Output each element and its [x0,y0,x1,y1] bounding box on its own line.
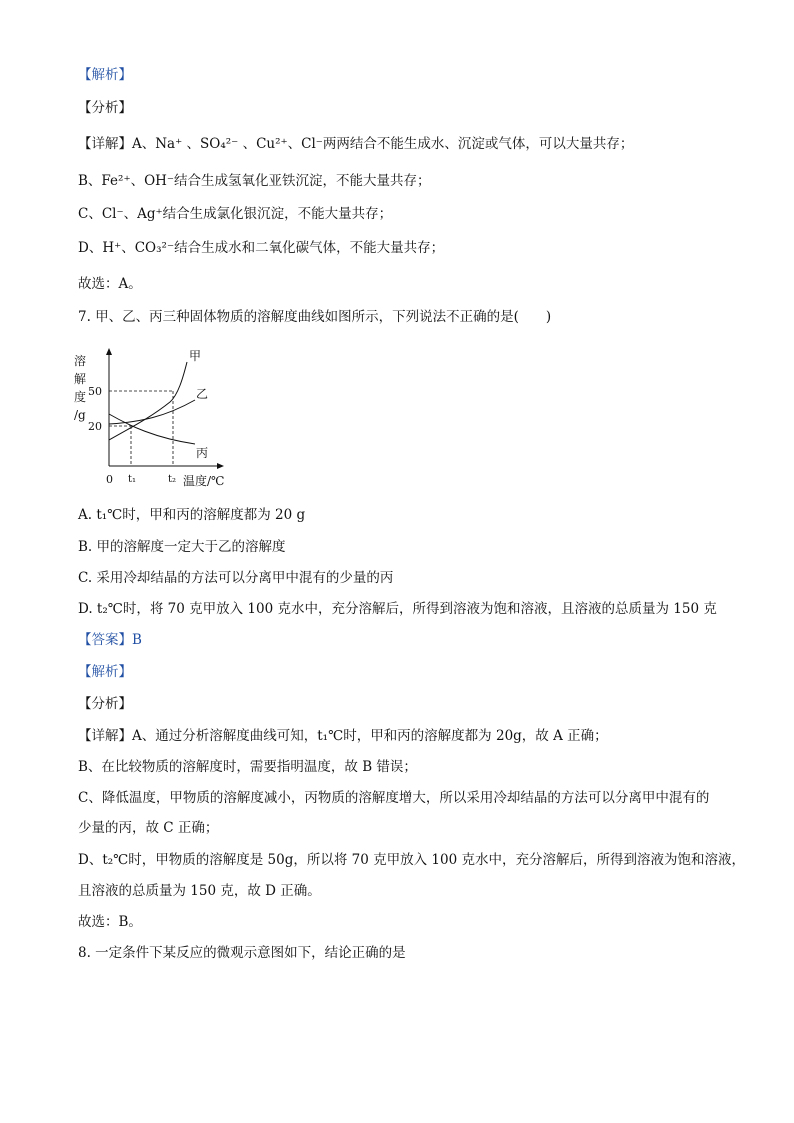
x-axis-label: 温度/℃ [183,474,225,488]
detail-line-b: B、Fe²⁺、OH⁻结合生成氢氧化亚铁沉淀，不能大量共存； [78,173,431,189]
answer-key: 【答案】B [78,632,142,648]
option-b: B. 甲的溶解度一定大于乙的溶解度 [78,539,286,555]
answer-line: 故选：A。 [78,276,142,292]
detail-line-a: 【详解】A、Na⁺ 、SO₄²⁻ 、Cu²⁺、Cl⁻两两结合不能生成水、沉淀或气体，可以大量共存； [78,136,634,152]
q7-detail-d1: D、t₂℃时，甲物质的溶解度是 50g，所以将 70 克甲放入 100 克水中，充分溶解后，所得到溶液为饱和溶液， [78,852,745,868]
y-axis-arrow [106,348,112,355]
y-label-3: 度 [74,390,87,404]
q7-detail-a: 【详解】A、通过分析溶解度曲线可知，t₁℃时，甲和丙的溶解度都为 20g，故 A 正确； [78,728,608,744]
q7-detail-c1: C、降低温度，甲物质的溶解度减小，丙物质的溶解度增大，所以采用冷却结晶的方法可以分离甲中混有的 [78,790,710,806]
detail-line-c: C、Cl⁻、Ag⁺结合生成氯化银沉淀，不能大量共存； [78,206,393,222]
q7-analysis-heading: 【解析】 [78,664,132,680]
x-tick-t2: t₂ [168,474,177,485]
q7-answer-line: 故选：B。 [78,914,142,930]
solubility-chart [70,340,230,490]
x-axis-arrow [217,463,224,469]
q7-analysis-sub-heading: 【分析】 [78,696,132,712]
option-a: A. t₁℃时，甲和丙的溶解度都为 20 g [78,507,306,523]
y-label-1: 溶 [74,354,87,368]
series-label-jia: 甲 [189,349,202,363]
x-tick-t1: t₁ [128,474,137,485]
question-8-stem: 8. 一定条件下某反应的微观示意图如下，结论正确的是 [78,945,406,961]
q7-detail-d2: 且溶液的总质量为 150 克，故 D 正确。 [78,883,321,899]
q7-detail-c2: 少量的丙，故 C 正确； [78,820,219,836]
curve-yi [109,400,195,424]
y-label-2: 解 [74,372,87,386]
question-7-stem: 7. 甲、乙、丙三种固体物质的溶解度曲线如图所示，下列说法不正确的是( ) [78,309,552,325]
y-tick-20: 20 [88,420,102,433]
analysis-heading: 【解析】 [78,67,132,83]
origin-label: 0 [106,473,113,486]
analysis-sub-heading: 【分析】 [78,100,132,116]
series-label-bing: 丙 [196,446,209,460]
option-c: C. 采用冷却结晶的方法可以分离甲中混有的少量的丙 [78,570,394,586]
option-d: D. t₂℃时，将 70 克甲放入 100 克水中，充分溶解后，所得到溶液为饱和溶液，且溶液的总质量为 150 克 [78,601,717,617]
y-tick-50: 50 [88,385,102,398]
q7-detail-b: B、在比较物质的溶解度时，需要指明温度，故 B 错误； [78,759,417,775]
curve-bing [109,414,195,444]
detail-line-d: D、H⁺、CO₃²⁻结合生成水和二氧化碳气体，不能大量共存； [78,240,445,256]
curve-jia [109,362,187,440]
y-label-4: /g [74,408,86,422]
series-label-yi: 乙 [196,387,209,401]
